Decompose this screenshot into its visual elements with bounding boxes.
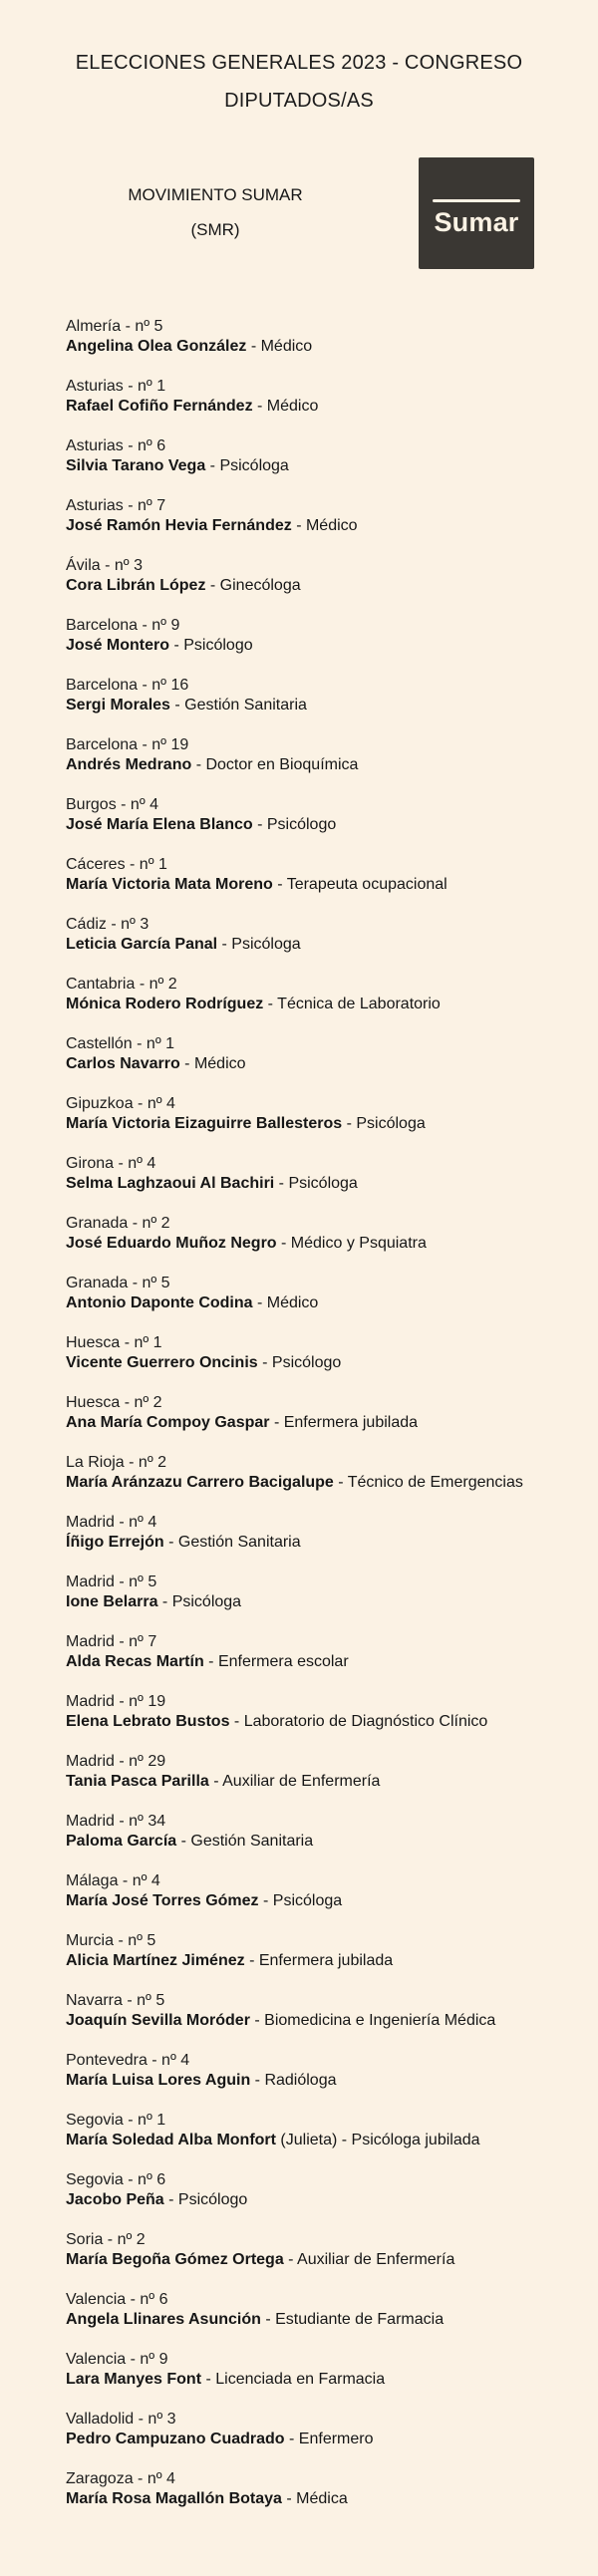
candidate-name: Íñigo Errejón	[66, 1534, 164, 1551]
candidate-line	[66, 1533, 584, 1553]
list-item	[66, 795, 584, 855]
candidate-constituency: Madrid - nº 4	[66, 1514, 157, 1531]
list-item	[66, 2111, 584, 2170]
candidate-line	[66, 1054, 584, 1074]
header-subtitle: DIPUTADOS/AS	[224, 90, 374, 112]
candidate-name: Angela Llinares Asunción	[66, 2311, 261, 2328]
list-item	[66, 1453, 584, 1513]
candidate-name: Ana María Compoy Gaspar	[66, 1414, 270, 1431]
candidate-constituency: Pontevedra - nº 4	[66, 2052, 190, 2069]
candidate-line	[66, 1712, 584, 1732]
list-item	[66, 2469, 584, 2529]
candidate-profession: - Médico	[246, 338, 313, 355]
candidate-profession: - Médico	[252, 398, 319, 415]
candidate-name: José Montero	[66, 637, 170, 654]
list-item	[66, 1274, 584, 1333]
candidate-constituency: Cáceres - nº 1	[66, 856, 167, 873]
candidate-profession: - Psicólogo	[169, 637, 253, 654]
list-item	[66, 855, 584, 915]
candidate-constituency: Burgos - nº 4	[66, 796, 158, 813]
candidate-name: José Ramón Hevia Fernández	[66, 517, 292, 534]
candidate-name: Pedro Campuzano Cuadrado	[66, 2431, 285, 2447]
candidate-profession: - Médico	[252, 1294, 319, 1311]
candidate-name: Elena Lebrato Bustos	[66, 1713, 230, 1730]
candidate-profession: - Psicóloga	[342, 1115, 426, 1132]
list-item	[66, 1931, 584, 1991]
candidate-constituency: Valladolid - nº 3	[66, 2411, 176, 2428]
candidate-name: Vicente Guerrero Oncinis	[66, 1354, 258, 1371]
candidate-line	[66, 2190, 584, 2210]
candidate-name: Rafael Cofiño Fernández	[66, 398, 253, 415]
list-item	[66, 1871, 584, 1931]
candidate-name: Paloma García	[66, 1833, 177, 1850]
party-abbreviation: (SMR)	[190, 220, 240, 239]
list-item	[66, 436, 584, 496]
candidate-line	[66, 2489, 584, 2509]
party-name: MOVIMIENTO SUMAR	[128, 185, 303, 204]
candidate-name: María Rosa Magallón Botaya	[66, 2490, 282, 2507]
candidate-name: María Aránzazu Carrero Bacigalupe	[66, 1474, 334, 1491]
candidate-name: Mónica Rodero Rodríguez	[66, 996, 264, 1012]
candidate-profession: - Médico	[179, 1055, 246, 1072]
candidate-line	[66, 1114, 584, 1134]
candidate-line	[66, 1951, 584, 1971]
candidate-profession: - Médico	[291, 517, 358, 534]
candidate-name: Alda Recas Martín	[66, 1653, 204, 1670]
candidate-line	[66, 2430, 584, 2449]
document-header	[0, 44, 598, 120]
candidate-profession: - Estudiante de Farmacia	[260, 2311, 445, 2328]
candidate-profession: - Enfermera jubilada	[244, 1952, 394, 1969]
candidate-line	[66, 935, 584, 955]
candidate-line	[66, 576, 584, 596]
candidate-constituency: Asturias - nº 7	[66, 497, 166, 514]
candidate-line	[66, 2250, 584, 2270]
candidate-line	[66, 1832, 584, 1852]
candidate-constituency: Valencia - nº 6	[66, 2291, 168, 2308]
list-item	[66, 556, 584, 616]
candidate-constituency: Cantabria - nº 2	[66, 976, 177, 993]
candidate-constituency: Girona - nº 4	[66, 1155, 156, 1172]
list-item	[66, 2051, 584, 2111]
candidate-profession: - Enfermero	[284, 2431, 374, 2447]
candidate-line	[66, 1413, 584, 1433]
candidate-constituency: Asturias - nº 6	[66, 437, 166, 454]
list-item	[66, 1573, 584, 1632]
candidate-profession: - Psicóloga	[274, 1175, 358, 1192]
candidate-profession: - Licenciada en Farmacia	[201, 2371, 386, 2388]
candidate-profession: - Auxiliar de Enfermería	[283, 2251, 455, 2268]
candidate-constituency: Madrid - nº 19	[66, 1693, 166, 1710]
candidate-line	[66, 755, 584, 775]
list-item	[66, 2230, 584, 2290]
candidate-profession: (Julieta) - Psicóloga jubilada	[275, 2132, 480, 2148]
list-item	[66, 317, 584, 377]
list-item	[66, 2170, 584, 2230]
list-item	[66, 975, 584, 1034]
candidate-constituency: Madrid - nº 29	[66, 1753, 166, 1770]
candidate-name: Jacobo Peña	[66, 2191, 164, 2208]
list-item	[66, 1752, 584, 1812]
candidate-line	[66, 1293, 584, 1313]
candidate-constituency: Zaragoza - nº 4	[66, 2470, 175, 2487]
candidate-constituency: Madrid - nº 34	[66, 1813, 166, 1830]
list-item	[66, 1094, 584, 1154]
candidate-constituency: Murcia - nº 5	[66, 1932, 156, 1949]
candidate-line	[66, 1772, 584, 1792]
candidate-name: Tania Pasca Parilla	[66, 1773, 209, 1790]
candidate-constituency: Asturias - nº 1	[66, 378, 166, 395]
candidate-constituency: Segovia - nº 1	[66, 2112, 166, 2129]
candidate-line	[66, 995, 584, 1014]
list-item	[66, 2410, 584, 2469]
candidate-name: Andrés Medrano	[66, 756, 192, 773]
candidate-line	[66, 516, 584, 536]
header-title: ELECCIONES GENERALES 2023 - CONGRESO	[75, 52, 523, 74]
candidate-profession: - Psicólogo	[163, 2191, 248, 2208]
candidate-profession: - Médica	[281, 2490, 348, 2507]
list-item	[66, 1154, 584, 1214]
candidate-line	[66, 2131, 584, 2150]
candidate-name: Antonio Daponte Codina	[66, 1294, 253, 1311]
list-item	[66, 676, 584, 735]
list-item	[66, 1991, 584, 2051]
candidate-constituency: Málaga - nº 4	[66, 1872, 160, 1889]
candidate-name: Leticia García Panal	[66, 936, 218, 953]
candidate-line	[66, 1592, 584, 1612]
list-item	[66, 915, 584, 975]
candidate-constituency: Granada - nº 5	[66, 1275, 170, 1291]
candidate-constituency: Barcelona - nº 19	[66, 736, 189, 753]
candidate-profession: - Enfermera jubilada	[269, 1414, 419, 1431]
candidate-name: Cora Librán López	[66, 577, 206, 594]
list-item	[66, 1214, 584, 1274]
candidate-constituency: Gipuzkoa - nº 4	[66, 1095, 175, 1112]
list-item	[66, 1812, 584, 1871]
list-item	[66, 735, 584, 795]
candidate-line	[66, 1652, 584, 1672]
party-heading	[108, 181, 323, 245]
list-item	[66, 1034, 584, 1094]
candidate-name: Silvia Tarano Vega	[66, 457, 206, 474]
candidate-line	[66, 2011, 584, 2031]
candidate-name: María Victoria Eizaguirre Ballesteros	[66, 1115, 343, 1132]
list-item	[66, 2290, 584, 2350]
candidate-line	[66, 636, 584, 656]
candidate-constituency: Barcelona - nº 16	[66, 677, 189, 694]
candidate-line	[66, 2310, 584, 2330]
candidate-profession: - Psicóloga	[157, 1593, 242, 1610]
candidate-line	[66, 875, 584, 895]
list-item	[66, 1393, 584, 1453]
candidate-profession: - Gestión Sanitaria	[163, 1534, 301, 1551]
logo-text: Sumar	[434, 207, 519, 237]
candidate-line	[66, 397, 584, 417]
candidate-profession: - Enfermera escolar	[203, 1653, 349, 1670]
candidate-profession: - Biomedicina e Ingeniería Médica	[249, 2012, 496, 2029]
candidate-name: Lara Manyes Font	[66, 2371, 202, 2388]
candidate-constituency: Cádiz - nº 3	[66, 916, 150, 933]
candidate-profession: - Gestión Sanitaria	[176, 1833, 314, 1850]
candidate-line	[66, 1174, 584, 1194]
list-item	[66, 1513, 584, 1573]
candidate-name: María Victoria Mata Moreno	[66, 876, 273, 893]
list-item	[66, 496, 584, 556]
candidate-list	[66, 317, 584, 2529]
candidate-line	[66, 2370, 584, 2390]
candidate-profession: - Médico y Psquiatra	[276, 1235, 427, 1252]
candidate-line	[66, 1234, 584, 1254]
candidate-profession: - Psicólogo	[252, 816, 337, 833]
list-item	[66, 1333, 584, 1393]
candidate-line	[66, 2071, 584, 2091]
candidate-constituency: Segovia - nº 6	[66, 2171, 166, 2188]
candidate-name: José Eduardo Muñoz Negro	[66, 1235, 277, 1252]
candidate-line	[66, 1353, 584, 1373]
candidate-profession: - Auxiliar de Enfermería	[208, 1773, 381, 1790]
logo-bar	[433, 199, 520, 202]
candidate-constituency: Huesca - nº 2	[66, 1394, 162, 1411]
candidate-line	[66, 456, 584, 476]
candidate-constituency: Granada - nº 2	[66, 1215, 170, 1232]
candidate-constituency: Huesca - nº 1	[66, 1334, 162, 1351]
candidate-line	[66, 337, 584, 357]
candidate-profession: - Laboratorio de Diagnóstico Clínico	[229, 1713, 488, 1730]
candidate-name: María José Torres Gómez	[66, 1892, 259, 1909]
candidate-name: María Soledad Alba Monfort	[66, 2132, 276, 2148]
candidate-name: Joaquín Sevilla Moróder	[66, 2012, 250, 2029]
candidate-constituency: Soria - nº 2	[66, 2231, 146, 2248]
candidate-name: María Luisa Lores Aguin	[66, 2072, 251, 2089]
candidate-line	[66, 815, 584, 835]
candidate-name: Angelina Olea González	[66, 338, 247, 355]
candidate-constituency: Madrid - nº 7	[66, 1633, 157, 1650]
candidate-line	[66, 1891, 584, 1911]
candidate-constituency: Almería - nº 5	[66, 318, 163, 335]
candidate-name: Alicia Martínez Jiménez	[66, 1952, 245, 1969]
candidate-name: Selma Laghzaoui Al Bachiri	[66, 1175, 275, 1192]
list-item	[66, 377, 584, 436]
candidate-constituency: La Rioja - nº 2	[66, 1454, 167, 1471]
candidate-profession: - Técnica de Laboratorio	[263, 996, 441, 1012]
candidate-profession: - Doctor en Bioquímica	[191, 756, 359, 773]
candidate-constituency: Madrid - nº 5	[66, 1574, 157, 1590]
candidate-name: Carlos Navarro	[66, 1055, 180, 1072]
candidate-constituency: Castellón - nº 1	[66, 1035, 175, 1052]
candidate-constituency: Valencia - nº 9	[66, 2351, 168, 2368]
candidate-constituency: Navarra - nº 5	[66, 1992, 165, 2009]
candidate-profession: - Radióloga	[250, 2072, 337, 2089]
candidate-name: José María Elena Blanco	[66, 816, 253, 833]
candidate-constituency: Barcelona - nº 9	[66, 617, 180, 634]
list-item	[66, 616, 584, 676]
candidate-profession: - Psicóloga	[258, 1892, 343, 1909]
candidate-profession: - Psicóloga	[217, 936, 301, 953]
sumar-logo	[419, 157, 534, 269]
candidate-line	[66, 1473, 584, 1493]
candidate-name: Ione Belarra	[66, 1593, 158, 1610]
candidate-profession: - Psicólogo	[257, 1354, 342, 1371]
list-item	[66, 1692, 584, 1752]
list-item	[66, 1632, 584, 1692]
candidate-profession: - Ginecóloga	[205, 577, 301, 594]
candidate-profession: - Terapeuta ocupacional	[272, 876, 448, 893]
candidate-constituency: Ávila - nº 3	[66, 557, 143, 574]
candidate-profession: - Gestión Sanitaria	[169, 697, 307, 714]
candidate-name: Sergi Morales	[66, 697, 170, 714]
candidate-line	[66, 696, 584, 716]
candidate-profession: - Técnico de Emergencias	[333, 1474, 523, 1491]
candidate-profession: - Psicóloga	[205, 457, 289, 474]
list-item	[66, 2350, 584, 2410]
candidate-name: María Begoña Gómez Ortega	[66, 2251, 284, 2268]
